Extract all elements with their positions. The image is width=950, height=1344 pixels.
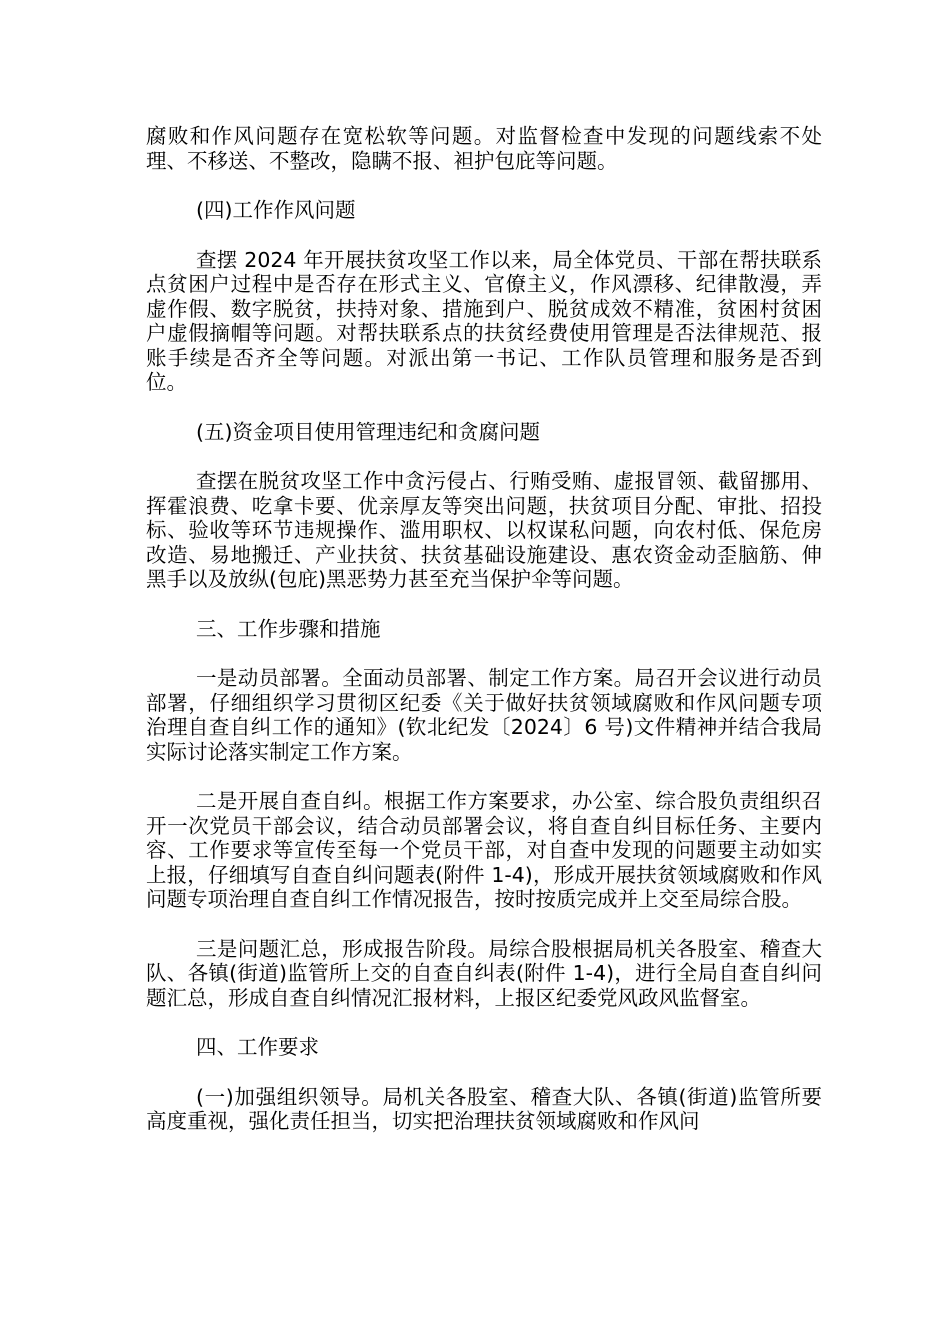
paragraph-step-mobilization: 一是动员部署。全面动员部署、制定工作方案。局召开会议进行动员部署，仔细组织学习贯彻区纪委《关于做好扶贫领域腐败和作风问题专项治理自查自纠工作的通知》(钦北纪发〔2024〕6 号)文件精神并结合我局实际讨论落实制定工作方案。	[146, 666, 822, 764]
paragraph-step-self-inspection: 二是开展自查自纠。根据工作方案要求，办公室、综合股负责组织召开一次党员干部会议，结合动员部署会议，将自查自纠目标任务、主要内容、工作要求等宣传至每一个党员干部，对自查中发现的问题要主动如实上报，仔细填写自查自纠问题表(附件 1-4)，形成开展扶贫领域腐败和作风问题专项治理自查自纠工作情况报告，按时按质完成并上交至局综合股。	[146, 789, 822, 911]
paragraph-requirement-leadership: (一)加强组织领导。局机关各股室、稽查大队、各镇(街道)监管所要高度重视，强化责任担当，切实把治理扶贫领域腐败和作风问	[146, 1084, 822, 1133]
document-body	[146, 124, 822, 1159]
paragraph-funds-projects: 查摆在脱贫攻坚工作中贪污侵占、行贿受贿、虚报冒领、截留挪用、挥霍浪费、吃拿卡要、优亲厚友等突出问题，扶贫项目分配、审批、招投标、验收等环节违规操作、滥用职权、以权谋私问题，向农村低、保危房改造、易地搬迁、产业扶贫、扶贫基础设施建设、惠农资金动歪脑筋、伸黑手以及放纵(包庇)黑恶势力甚至充当保护伞等问题。	[146, 469, 822, 591]
paragraph-continuation: 腐败和作风问题存在宽松软等问题。对监督检查中发现的问题线索不处理、不移送、不整改，隐瞒不报、袒护包庇等问题。	[146, 124, 822, 173]
paragraph-work-style: 查摆 2024 年开展扶贫攻坚工作以来，局全体党员、干部在帮扶联系点贫困户过程中是否存在形式主义、官僚主义，作风漂移、纪律散漫，弄虚作假、数字脱贫，扶持对象、措施到户、脱贫成效不精准，贫困村贫困户虚假摘帽等问题。对帮扶联系点的扶贫经费使用管理是否法律规范、报账手续是否齐全等问题。对派出第一书记、工作队员管理和服务是否到位。	[146, 247, 822, 394]
section-heading-work-style: (四)工作作风问题	[196, 198, 356, 222]
paragraph-step-summary-report: 三是问题汇总，形成报告阶段。局综合股根据局机关各股室、稽查大队、各镇(街道)监管所上交的自查自纠表(附件 1-4)，进行全局自查自纠问题汇总，形成自查自纠情况汇报材料，上报区纪委党风政风监督室。	[146, 936, 822, 1010]
section-heading-steps-measures: 三、工作步骤和措施	[196, 616, 381, 641]
section-heading-work-requirements: 四、工作要求	[196, 1035, 319, 1059]
section-heading-funds-projects: (五)资金项目使用管理违纪和贪腐问题	[196, 419, 540, 444]
